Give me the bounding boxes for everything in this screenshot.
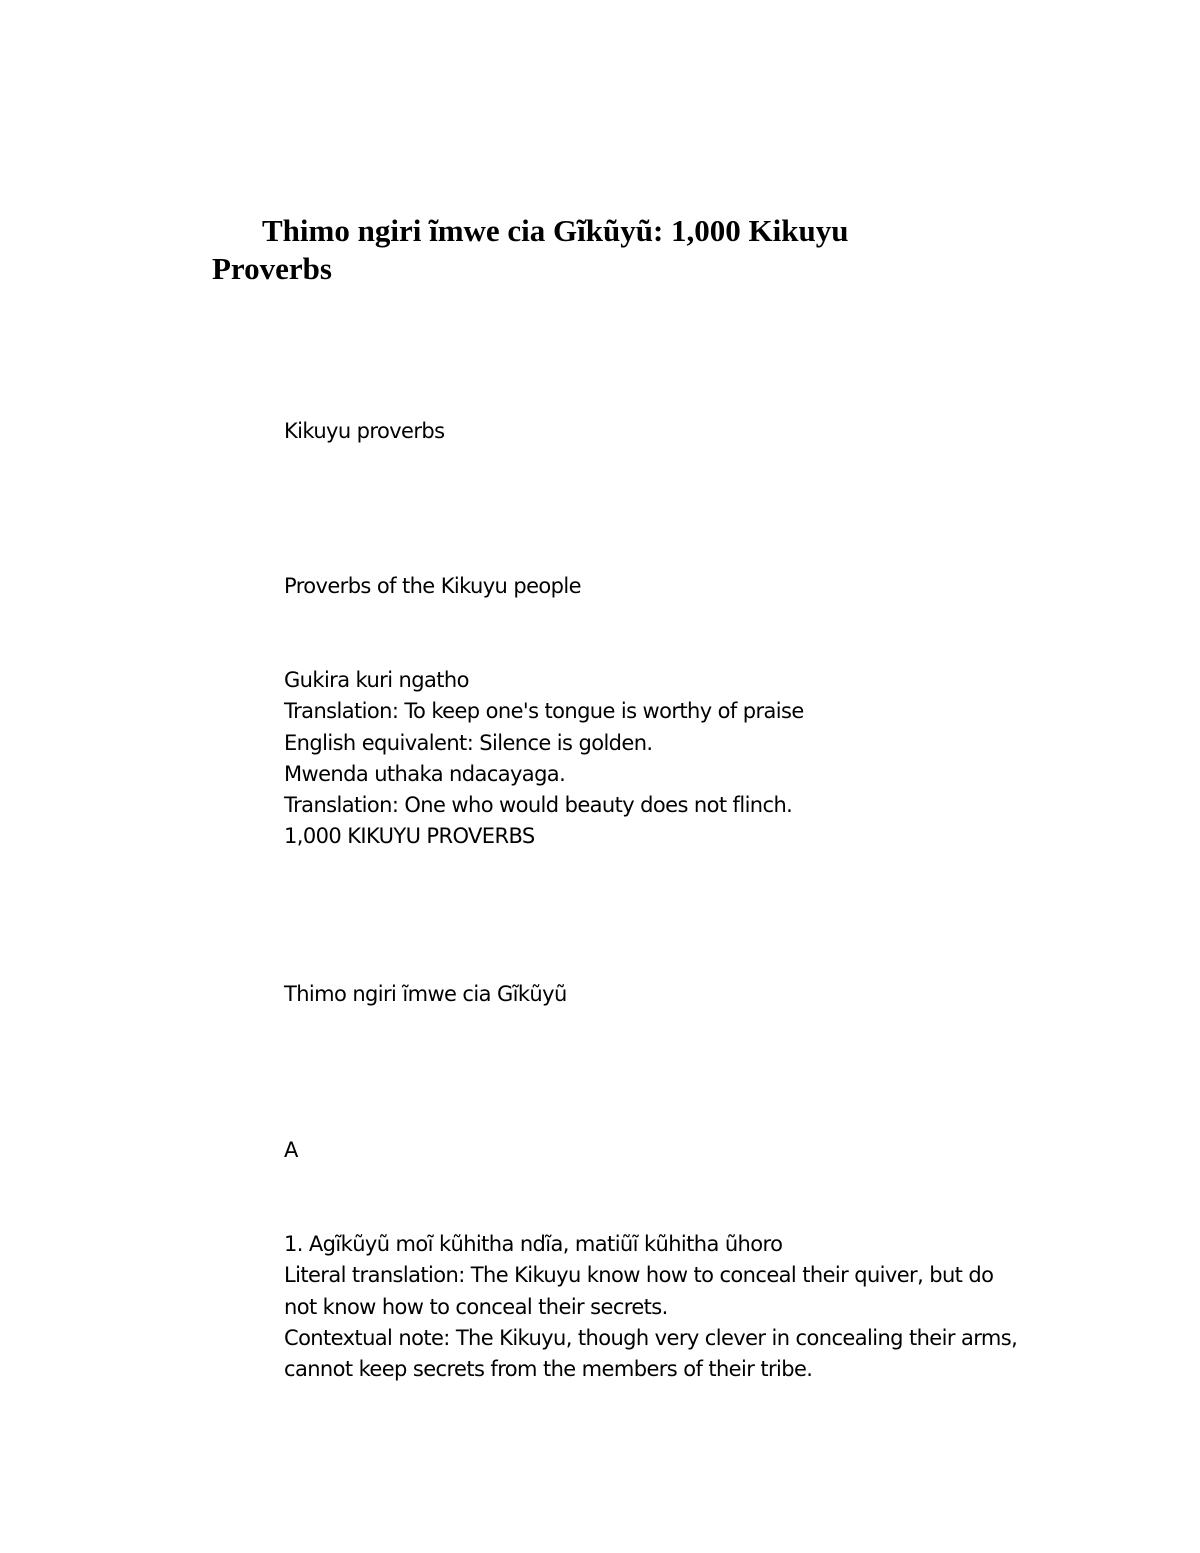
section-title: Thimo ngiri ĩmwe cia Gĩkũyũ <box>284 982 567 1006</box>
proverb-line: Literal translation: The Kikuyu know how to conceal their quiver, but do <box>284 1263 994 1288</box>
proverb-entry-1 <box>284 1229 1017 1385</box>
intro-line: Gukira kuri ngatho <box>284 668 469 692</box>
subtitle-kikuyu-proverbs: Kikuyu proverbs <box>284 419 445 443</box>
intro-line: Mwenda uthaka ndacayaga. <box>284 761 566 786</box>
proverb-line: cannot keep secrets from the members of their tribe. <box>284 1357 813 1382</box>
intro-line: Translation: One who would beauty does not flinch. <box>284 793 793 818</box>
intro-line: 1,000 KIKUYU PROVERBS <box>284 824 535 849</box>
intro-line: Translation: To keep one's tongue is worthy of praise <box>284 699 804 724</box>
subtitle-proverbs-of-people: Proverbs of the Kikuyu people <box>284 574 581 598</box>
document-title: Thimo ngiri ĩmwe cia Gĩkũyũ: 1,000 Kikuyu Proverbs <box>212 213 849 286</box>
intro-line: English equivalent: Silence is golden. <box>284 730 653 755</box>
proverb-line: not know how to conceal their secrets. <box>284 1294 668 1319</box>
proverb-line: Contextual note: The Kikuyu, though very clever in concealing their arms, <box>284 1325 1018 1350</box>
letter-heading: A <box>284 1138 298 1162</box>
intro-block <box>284 665 804 853</box>
proverb-line: 1. Agĩkũyũ moĩ kũhitha ndĩa, matiũĩ kũhitha ũhoro <box>284 1232 783 1256</box>
